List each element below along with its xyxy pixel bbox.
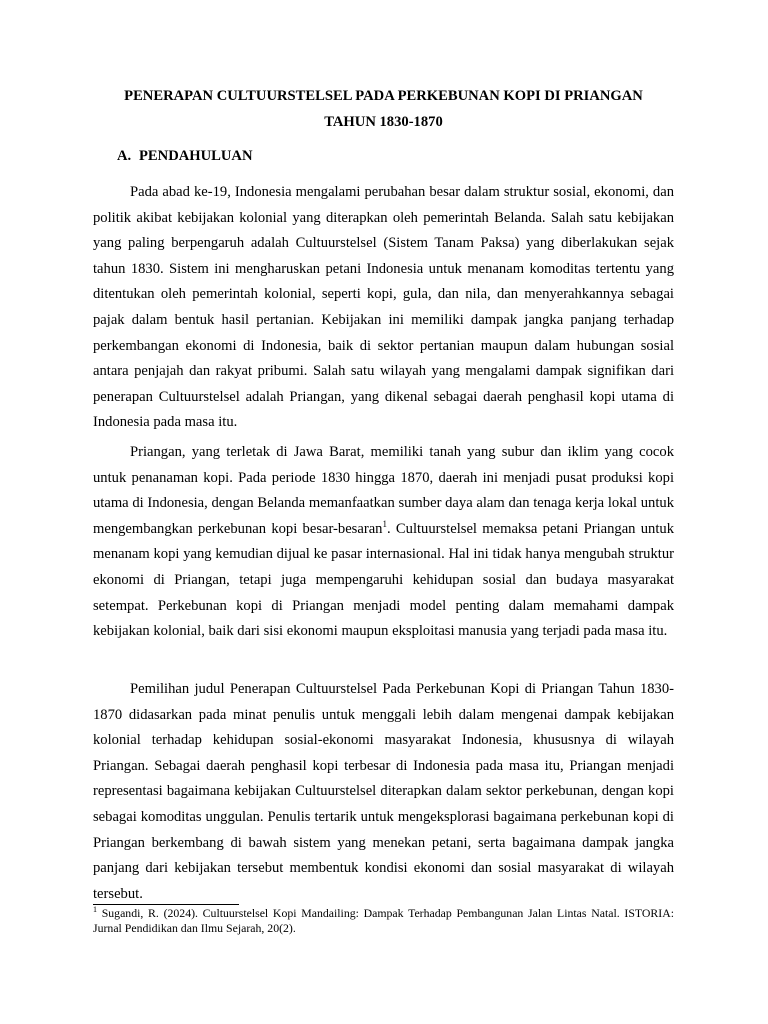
section-heading [117,144,253,169]
paragraph-2 [93,440,674,645]
footnote [93,906,674,935]
paragraph-1: Pada abad ke-19, Indonesia mengalami perubahan besar dalam struktur sosial, ekonomi, dan politik akibat kebijakan kolonial yang diterapkan oleh pemerintah Belanda. Salah satu kebijakan yang paling berpengaruh adalah Cultuurstelsel (Sistem Tanam Paksa) yang diberlakukan sejak tahun 1830. Sistem ini mengharuskan petani Indonesia untuk menanam komoditas tertentu yang ditentukan oleh pemerintah kolonial, seperti kopi, gula, dan nila, dan menyerahkannya sebagai pajak dalam bentuk hasil pertanian. Kebijakan ini memiliki dampak jangka panjang terhadap perkembangan ekonomi di Indonesia, baik di sektor pertanian maupun dalam hubungan sosial antara penjajah dan rakyat pribumi. Salah satu wilayah yang mengalami dampak signifikan dari penerapan Cultuurstelsel adalah Priangan, yang dikenal sebagai daerah penghasil kopi utama di Indonesia pada masa itu. [93,184,674,431]
paragraph-2-text-a: Priangan, yang terletak di Jawa Barat, memiliki tanah yang subur dan iklim yang cocok untuk penanaman kopi. Pada periode 1830 hingga 1870, daerah ini menjadi pusat produksi kopi utama di Indonesia, dengan Belanda memanfaatkan sumber daya alam dan tenaga kerja lokal untuk mengembangkan perkebunan kopi besar-besaran [93,444,674,537]
footnote-reference[interactable]: 1 [382,518,387,529]
footnote-number: 1 [93,905,97,915]
footnote-text: Sugandi, R. (2024). Cultuurstelsel Kopi Mandailing: Dampak Terhadap Pembangunan Jalan Lintas Natal. ISTORIA: Jurnal Pendidikan dan Ilmu Sejarah, 20(2). [93,906,674,935]
title-line-1: PENERAPAN CULTUURSTELSEL PADA PERKEBUNAN KOPI DI PRIANGAN [124,88,643,104]
footnote-separator [93,904,239,905]
paragraph-3: Pemilihan judul Penerapan Cultuurstelsel Pada Perkebunan Kopi di Priangan Tahun 1830-1870 didasarkan pada minat penulis untuk menggali lebih dalam mengenai dampak kebijakan kolonial terhadap kehidupan sosial-ekonomi masyarakat Indonesia, khususnya di wilayah Priangan. Sebagai daerah penghasil kopi terbesar di Indonesia pada masa itu, Priangan menjadi representasi bagaimana kebijakan Cultuurstelsel diterapkan dalam sektor perkebunan, dengan kopi sebagai komoditas unggulan. Penulis tertarik untuk mengeksplorasi bagaimana perkebunan kopi di Priangan berkembang di bawah sistem yang menekan petani, serta bagaimana dampak jangka panjang dari kebijakan tersebut membentuk kondisi ekonomi dan sosial masyarakat di wilayah tersebut. [93,681,674,902]
title-line-2: TAHUN 1830-1870 [324,113,443,130]
section-title: PENDAHULUAN [139,148,253,164]
section-number: A. [117,148,132,164]
paragraph-2-text-b: . Cultuurstelsel memaksa petani Priangan untuk menanam kopi yang kemudian dijual ke pasar internasional. Hal ini tidak hanya mengubah struktur ekonomi di Priangan, tetapi juga mempengaruhi kehidupan sosial dan budaya masyarakat setempat. Perkebunan kopi di Priangan menjadi model penting dalam memahami dampak kebijakan kolonial, baik dari sisi ekonomi maupun eksploitasi manusia yang terjadi pada masa itu. [93,520,674,640]
document-title [93,84,674,135]
